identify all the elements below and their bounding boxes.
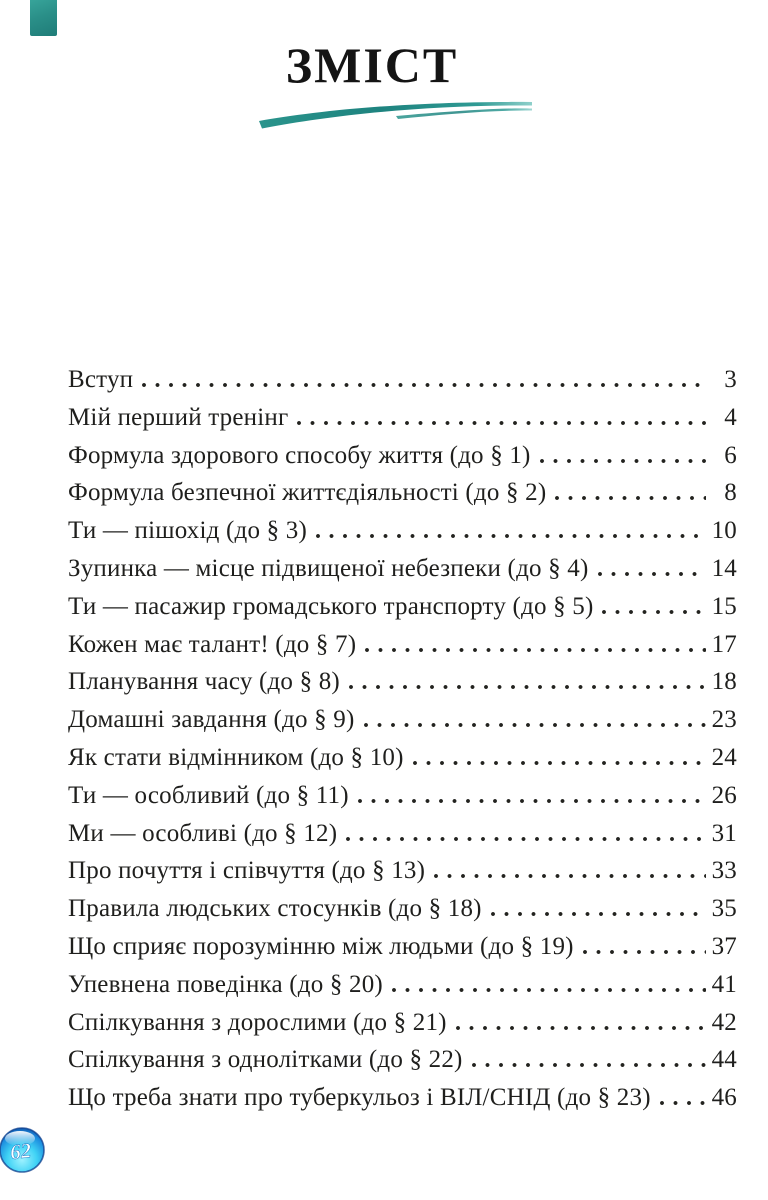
toc-entry — [68, 1046, 737, 1084]
toc-entry-page: 42 — [711, 1008, 737, 1036]
dot-leader — [392, 988, 706, 992]
toc-entry-page: 3 — [724, 366, 737, 393]
toc-entry-page: 17 — [711, 630, 737, 658]
toc-entry-page: 18 — [711, 668, 737, 696]
toc-entry — [68, 706, 737, 744]
dot-leader — [358, 799, 706, 803]
toc-entry — [68, 442, 737, 480]
page-number-text: 62 — [8, 1138, 33, 1165]
dot-leader — [434, 874, 706, 878]
toc-entry — [68, 366, 737, 404]
dot-leader — [413, 761, 706, 765]
toc-entry-page: 15 — [711, 592, 737, 620]
page-corner-tab — [30, 0, 57, 36]
table-of-contents — [68, 366, 737, 1122]
toc-entry-label: Що треба знати про туберкульоз і ВІЛ/СНІД (до § 23) — [68, 1084, 651, 1112]
toc-entry-page: 31 — [711, 819, 737, 847]
page-number-badge — [0, 1127, 45, 1173]
toc-entry-page: 33 — [711, 857, 737, 885]
toc-entry-label: Упевнена поведінка (до § 20) — [68, 970, 383, 998]
toc-entry-page: 6 — [724, 441, 737, 469]
toc-entry — [68, 933, 737, 971]
dot-leader — [472, 1063, 706, 1067]
toc-entry-page: 10 — [711, 517, 737, 545]
dot-leader — [297, 421, 706, 425]
dot-leader — [349, 685, 706, 689]
toc-entry — [68, 1009, 737, 1047]
toc-entry-page: 23 — [711, 706, 737, 734]
toc-entry-label: Мій перший тренінг — [68, 403, 289, 431]
toc-entry-page: 8 — [724, 479, 737, 507]
toc-entry — [68, 1084, 737, 1122]
toc-entry-page: 37 — [711, 932, 737, 960]
dot-leader — [583, 950, 706, 954]
toc-entry-page: 26 — [711, 781, 737, 809]
toc-entry-page: 44 — [711, 1046, 737, 1074]
dot-leader — [540, 459, 706, 463]
toc-entry-label: Правила людських стосунків (до § 18) — [68, 895, 482, 923]
dot-leader — [365, 648, 706, 652]
dot-leader — [602, 610, 706, 614]
toc-entry-label: Ти — пішохід (до § 3) — [68, 517, 307, 545]
toc-entry-label: Спілкування з однолітками (до § 22) — [68, 1046, 463, 1074]
toc-entry — [68, 782, 737, 820]
toc-entry — [68, 555, 737, 593]
toc-entry-label: Як стати відмінником (до § 10) — [68, 743, 404, 771]
toc-entry — [68, 479, 737, 517]
toc-entry — [68, 857, 737, 895]
toc-entry — [68, 404, 737, 442]
toc-entry — [68, 631, 737, 669]
toc-entry — [68, 971, 737, 1009]
toc-entry — [68, 593, 737, 631]
toc-entry-label: Формула безпечної життєдіяльності (до § 2) — [68, 479, 547, 507]
dot-leader — [316, 534, 706, 538]
toc-entry-label: Ти — пасажир громадського транспорту (до § 5) — [68, 592, 594, 620]
toc-entry-label: Домашні завдання (до § 9) — [68, 706, 355, 734]
toc-entry-label: Про почуття і співчуття (до § 13) — [68, 857, 426, 885]
dot-leader — [456, 1026, 706, 1030]
toc-entry — [68, 744, 737, 782]
dot-leader — [142, 383, 706, 387]
toc-entry — [68, 517, 737, 555]
toc-entry-label: Вступ — [68, 366, 134, 393]
dot-leader — [598, 572, 706, 576]
dot-leader — [346, 837, 706, 841]
toc-entry-label: Формула здорового способу життя (до § 1) — [68, 441, 531, 469]
dot-leader — [555, 496, 706, 500]
dot-leader — [364, 723, 707, 727]
toc-entry-label: Кожен має талант! (до § 7) — [68, 630, 357, 658]
toc-entry — [68, 820, 737, 858]
page-title: ЗМІСТ — [285, 37, 459, 93]
dot-leader — [660, 1101, 706, 1105]
toc-entry-page: 41 — [711, 970, 737, 998]
dot-leader — [491, 912, 706, 916]
toc-entry — [68, 668, 737, 706]
toc-entry-label: Планування часу (до § 8) — [68, 668, 340, 696]
brush-stroke-underline — [256, 92, 534, 130]
toc-entry-label: Ми — особливі (до § 12) — [68, 819, 338, 847]
toc-entry-page: 14 — [711, 554, 737, 582]
toc-entry-page: 24 — [711, 743, 737, 771]
toc-entry-label: Ти — особливий (до § 11) — [68, 781, 349, 809]
toc-entry-label: Що сприяє порозумінню між людьми (до § 19) — [68, 932, 574, 960]
toc-entry-page: 4 — [724, 403, 737, 431]
toc-entry — [68, 895, 737, 933]
toc-entry-page: 46 — [711, 1084, 737, 1112]
toc-entry-label: Зупинка — місце підвищеної небезпеки (до § 4) — [68, 554, 589, 582]
toc-entry-page: 35 — [711, 895, 737, 923]
toc-entry-label: Спілкування з дорослими (до § 21) — [68, 1008, 447, 1036]
